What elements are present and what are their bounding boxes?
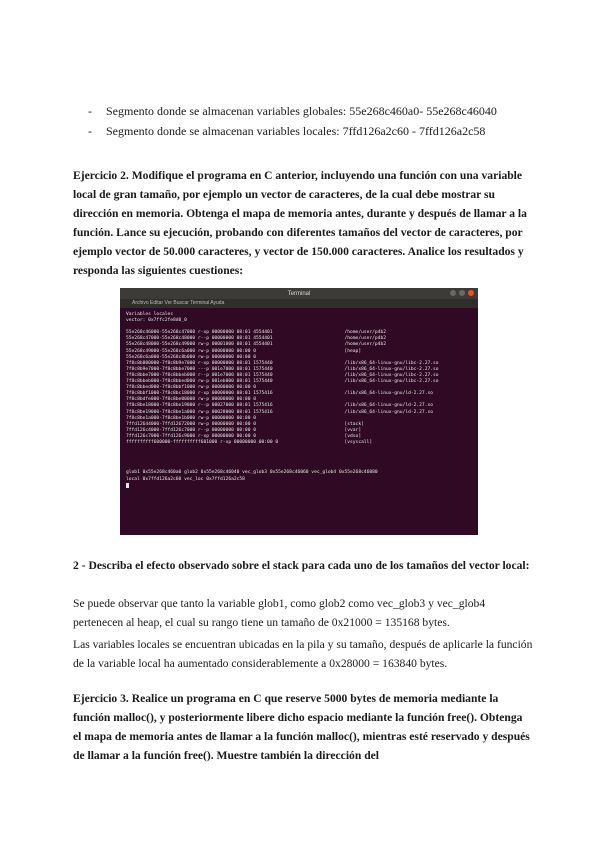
terminal-line: 55e268c47000-55e268c48000 r--p 00000000 08:01 4554401 /home/user/p4b2 <box>126 336 386 342</box>
terminal-line: vector: 0x7ffc2fe8d0_0 <box>126 318 187 324</box>
terminal-line: 55e268c6a000-55e268c8b000 rw-p 00000000 00:00 0 <box>126 354 256 360</box>
terminal-line: ffffffffff600000-ffffffffff601000 r-xp 00000000 00:00 0 [vsyscall] <box>126 439 373 445</box>
window-controls <box>450 290 474 296</box>
terminal-titlebar <box>120 288 478 299</box>
terminal-line: 7f8c8be19000-7f8c8be1a000 rw-p 00028000 08:01 1575416 /lib/x86_64-linux-gnu/ld-2.27.so <box>126 409 433 415</box>
terminal-line: local 0x7ffd126a2c60 vec_loc 0x7ffd126a2c58 <box>126 476 245 482</box>
respuesta-pila: Las variables locales se encuentran ubicadas en la pila y su tamaño, después de aplicarle la función de la variable local ha aumentado considerablemente a 0x28000 = 163840 bytes. <box>73 638 533 670</box>
pregunta-2: 2 - Describa el efecto observado sobre el stack para cada uno de los tamaños del vector local: <box>73 559 530 572</box>
terminal-screenshot <box>120 288 478 535</box>
terminal-output <box>120 308 478 494</box>
bullet-text-locales: Segmento donde se almacenan variables locales: 7ffd126a2c60 - 7ffd126a2c58 <box>106 124 486 138</box>
terminal-cursor <box>126 483 129 488</box>
terminal-line: 7f8c8bbeb000-7f8c8bbed000 rw-p 001eb000 08:01 1575440 /lib/x86_64-linux-gnu/libc-2.27.so <box>126 379 439 385</box>
terminal-line: Variables locales <box>126 312 174 317</box>
terminal-line: 7ffd126c4000-7ffd126c7000 r--p 00000000 00:00 0 [vvar] <box>126 427 362 433</box>
bullet-dash: - <box>88 124 92 138</box>
terminal-line: 7f8c8bdfe000-7f8c8be00000 rw-p 00000000 00:00 0 <box>126 397 256 403</box>
minimize-icon <box>450 290 456 296</box>
maximize-icon <box>459 290 465 296</box>
terminal-line: 7f8c8bbed000-7f8c8bbf1000 rw-p 00000000 00:00 0 <box>126 385 256 391</box>
bullet-text-globales: Segmento donde se almacenan variables globales: 55e268c460a0- 55e268c46040 <box>106 104 497 118</box>
bullet-item <box>88 121 558 141</box>
terminal-line: 7ffd12644000-7ffd12672000 rw-p 00000000 00:00 0 [stack] <box>126 421 364 427</box>
terminal-line: 7ffd126c7000-7ffd126c9000 r-xp 00000000 00:00 0 [vdso] <box>126 433 362 439</box>
respuesta-heap: Se puede observar que tanto la variable glob1, como glob2 como vec_glob3 y vec_glob4 pertenecen al heap, el cual su rango tiene un tamaño de 0x21000 = 135168 bytes. <box>73 597 486 629</box>
terminal-line: 7f8c8b9e7000-7f8c8bbe7000 ---p 001e7000 08:01 1575440 /lib/x86_64-linux-gnu/libc-2.27.so <box>126 366 439 372</box>
bullet-list <box>88 101 558 141</box>
terminal-line: 7f8c8bbe7000-7f8c8bbeb000 r--p 001e7000 08:01 1575440 /lib/x86_64-linux-gnu/libc-2.27.so <box>126 372 439 378</box>
close-icon <box>468 290 474 296</box>
terminal-line: 55e268c49000-55e268c6a000 rw-p 00000000 00:00 0 [heap] <box>126 348 362 354</box>
bullet-dash: - <box>88 104 92 118</box>
terminal-line: 55e268c48000-55e268c49000 rw-p 00001000 08:01 4554401 /home/user/p4b2 <box>126 342 386 348</box>
terminal-line: 55e268c46000-55e268c47000 r-xp 00000000 08:01 4554401 /home/user/p4b2 <box>126 330 386 336</box>
ejercicio-3-heading: Ejercicio 3. Realice un programa en C que reserve 5000 bytes de memoria mediante la función malloc(), y posteriormente libere dicho espacio mediante la función free(). Obtenga el mapa de memoria antes de llamar a la función malloc(), mientras esté reservado y después de llamar a la función free(). Muestre también la dirección del <box>73 692 530 762</box>
terminal-line: 7f8c8be1a000-7f8c8be1b000 rw-p 00000000 00:00 0 <box>126 415 256 421</box>
terminal-menubar: Archivo Editar Ver Buscar Terminal Ayuda <box>120 299 478 308</box>
bullet-item <box>88 101 558 121</box>
terminal-line: glob1 0x55e268c460a0 glob2 0x55e268c46040 vec_glob3 0x55e268c46060 vec_glob4 0x55e268c46080 <box>126 470 378 476</box>
terminal-line: 7f8c8bbf1000-7f8c8bc18000 r-xp 00000000 08:01 1575416 /lib/x86_64-linux-gnu/ld-2.27.so <box>126 391 433 397</box>
terminal-line: 7f8c8b800000-7f8c8b9e7000 r-xp 00000000 08:01 1575440 /lib/x86_64-linux-gnu/libc-2.27.so <box>126 360 439 366</box>
terminal-line: 7f8c8be18000-7f8c8be19000 r--p 00027000 08:01 1575416 /lib/x86_64-linux-gnu/ld-2.27.so <box>126 403 433 409</box>
terminal-title: Terminal <box>287 290 311 297</box>
ejercicio-2-heading: Ejercicio 2. Modifique el programa en C anterior, incluyendo una función con una variable local de gran tamaño, por ejemplo un vector de caracteres, de la cual debe mostrar su dirección en memoria. Obtenga el mapa de memoria antes, durante y después de llamar a la función. Lance su ejecución, probando con diferentes tamaños del vector de caracteres, por ejemplo vector de 50.000 caracteres, y vector de 150.000 caracteres. Analice los resultados y responda las siguientes cuestiones: <box>73 169 527 277</box>
